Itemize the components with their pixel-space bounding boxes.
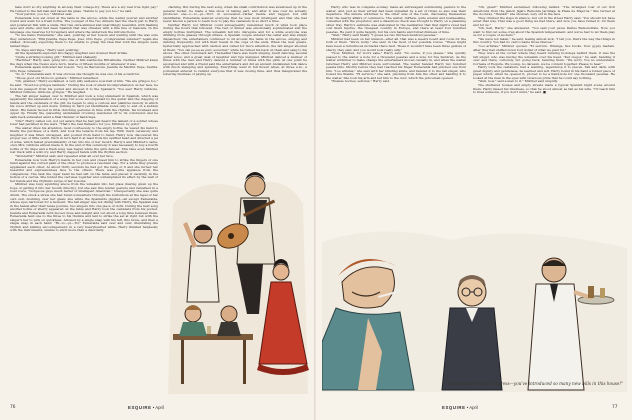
paragraph: The waiter drew his attention, most courteously, to the empty bottle; he waved his hand to finally the purchase of a third, and took the tenacle from his lap. With much ceremony and laughter it was filled, uncapped, and poured from hand to hand. Harry now discovered the proper use of little ventri. Each in turn held it at least from his uplifted head and directed a jet of wine, which tasted predominantly of tar, into his or her mouth. Harry's and Mildred's came, once Mrs. Gibbons almost made it. In the end of this ceremony it was necessary to buy a fourth bottle of Tío Pepe and a fresh song was begun while the girls danced. This time even Mildred lost track with a wild cry, and Harry clapped hands with the rhythm section. [10, 125, 158, 155]
paragraph: "Olé!" Harry called out, not yet aware that he had just heard the lament of a soldier whose lover had perished in the wars. "That's the real flamenco for you, Mildred, by golly!" [10, 118, 158, 127]
right-page [316, 0, 632, 420]
paragraph: "Si, si," Esmeralda said. It was obvious she thought he was one of his eccentrics. [15, 72, 141, 77]
paragraph: "Well, now," said a man to it," Mildred said stupidly. [478, 79, 558, 84]
paragraph: "Quite a striking looking girl," Mildred said shakenly. [15, 54, 98, 59]
paragraph: The shuttered houses and empty streets made a typical Spanish night scene around them. Harry kissed his tiredness, so that he stood almost as tall as his wife. "I'll teach him to fixes someone, if you don't mind," he said. ■ [473, 83, 615, 95]
paragraph: "Oh, great!" Mildred exclaimed, following behind. "The strangled roar of our rich Americans from the jamón Jájaro Remonta Jardinajo la Plaza de Majorca." She turned at the doorway. "Thanks!" she shouted, very old in the face. [473, 6, 615, 17]
magazine-name: ESQUIRE [128, 405, 152, 410]
paragraph: They were at the corner where they heard running footsteps behind them. It was the tall singer, who was having the wineskin over his head. "Ker ciegos," he said, handing it over and there, curiously, not going back, handing them. "We sorry. You no understand. Cortesia of Esquire. We young, no daresub, we be content together. Please to hear." [473, 51, 615, 66]
paragraph: "Oh, granted," Harry exclaimed. A very silly sentence now half of him. "We are gringos too," he said. "Nosotros gringos también." During the look of silent incomprehension on her face, he took his passport from his pocket and showed it to the Spaniard. "You see? Harry Gibbons. Mildred Gibbons. Gibbons, gringos." He laughed. [10, 79, 158, 95]
paragraph: Mildred had been on her mission—after all, that was a week's board and room for the both of them. "We're lucky," she said, in the most of her possible voices. "These might have been a tumultuous incidents there best. These it wouldn't have been three gallons of sherry, they said, and you would look really silly." [326, 36, 466, 52]
paragraph: "Now, Mildred, for God's sake," Harry said. "No scene, if you please." She quickly passed to the waiter a note for a thousand pesetas and a note for five hundred. As the waiter withdrew to make change the entertainers moved casually in, and when the waiter returned Harry and Mildred were surrounded. The waiter handed Harry two hundred peseta bills. Shortly before they had reached his finger Esmeralda had plucked one from him. "Los artistas," she said with her blinding smile, and handed it to the tall singer, who bowed his thanks. "El servicio," she said, plucking from him the other and handing it to the waiter. She took his arm and led him to the door, which the policeman opened. [326, 51, 466, 80]
paragraph: Mildred was busy squinting above from the wineskin into her glass (having given up the hope of getting it into her mouth directly), but she saw this tender gesture and remarked in a loud voice, "Gorgeous guys much better of intelligent American." Unexpectedly she was quite drunk. The stuck a straw she had found somewhere through the buttonhole at the lapel of her own suit, doubling over her glass; she while the Spaniards giggled—all except Esmeralda, whose eyes narrowed for a moment. The tall singer was not dining with Harry, the Spanish was in the hands after their tense posture, two singers into one piece of cloth. During the next song another bottle of sherry appeared on the table and Harry took the castanets from his pocket. Juanita and Esmeralda both moved close and delight and out about a long time between them. Esmeralda held one to the three to his thumbs and laid to strike the set at right but with the singer's her to pick on quickness. Allowed by a single snap with his left, this twice, and then a single snap in each hand: "Ri—ro—pi—TO," Esmeralda said over and over, illustrating the rhythm and smiling encouragement; in a very heavyhearted while. Harry finished helplessly with the instruments, unable to elicit more than a disorderly [10, 182, 158, 233]
right-column-2 [473, 6, 615, 221]
paragraph: They climbed the steps in silence, but out in the street Harry said, "You should not have acted that way. That was a good thing we had there, and now you have ruined it, for them and for us." [473, 15, 615, 27]
paragraph: All the Spaniards exploded into happy laughter and downed their drinks. [15, 51, 128, 56]
page-number: 76 [10, 405, 16, 410]
magazine-name: ESQUIRE [442, 405, 466, 410]
paragraph: "Yo me llamo Esmeralda," she said, pointing at her bosom and waiting until the was sure they understood. "Ellä Juanita. Pepe Pepe. José. Otro Pepe. ¿Comprenden ustedes?" Again she smiled, obviously expecting them to be unable to grasp the idea that both the singers were named Pepe. [10, 33, 158, 49]
right-column-1 [326, 6, 466, 221]
paragraph: "We were not taken," he said, feeling almost sick. "I tell you, that's the way the things in this country. You had no call to name those thieves." [473, 36, 615, 45]
cartoon-caption: "You should run for Congress—you've introduced so many new bills in this house!" [447, 381, 623, 386]
paragraph: "Si, Pepe and Pepe," Harry said, pointing. [15, 47, 80, 52]
left-column-1 [10, 6, 158, 404]
paragraph: Harry took the castanets, had a wanting, legendstop it to pieces. Tall and dark, with great dignity and gentleness, he learned and left. Harry found in his hand a folded piece of paper which, when he opened it, proved to be a hand-note for one thousand pesetas. He looked at the man in the eyes with vivacious pride that he could say nothing. [473, 65, 615, 80]
issue-month: April [469, 405, 478, 410]
paragraph: Esmeralda again indicated her bosom. "Soy de Barcelona. Juanita de Madrid. Pepe, Sevilla. Otro Pepe, Granada." [10, 65, 158, 73]
paragraph: Esmeralda now sat down at the table in the alcove, while the waiter poured and another round and went for a fresh bottle. The younger of the two dinners had the check just to Harry and pondered him with a smile. Her rise oliva-skinned and unarchingly beautiful, with flashing eyes and smile, and had been Spanish that was chiseled with a fine line of mascara. In the language one reserves for foreigners and where the underlook the introductions. [10, 15, 158, 34]
paragraph: Esmeralda now took Harry's hands in her own and closed him to strike the fingers of one hand against the curved palm of the other to produce a resonant clap. For a while they gravely applauded each other. At about thirty seconds he had got the hang of it and she turned her beautiful and expressionless face to the others. There was polite applause from the companions. The task the cigar band he had left on the table and placed it carefully in the hollow of a cactus. She folded the cactuses together and contemplated its effect by the wall of her hands and the rhythmic surge of her bosoms. [10, 157, 158, 183]
page-number: 77 [612, 405, 618, 410]
left-column-2 [163, 6, 307, 162]
paragraph: "Your pardon, you too," Mildred said. [15, 12, 73, 17]
paragraph: The tall singer leaned over to Mildred and took a long statement in Spanish, which was apparently the explanation of a song; but soon, accompanied by the guitar and the clapping of hands and the castanets of the girl, he began to sing a curious and plaintive melody in which his voice drifted up and down, turning in hard yet identifiable notes only to end on a sudden shout. His hands moved in little clutching gestures in time with the rhythm, his forehead and upper lip. Finally the quavering Andalusian crooning wandered off to its conclusion and he sank back exhausted amid a final thunder of handclaps. [10, 93, 158, 119]
paragraph: "Well," Harry said finally. "I guess we two thirteen hundred pesetas." [331, 33, 438, 38]
cartoon-illustration [322, 222, 627, 392]
paragraph: "Rectified" Harry said, going into one of him loathsome Britishisms. Neither Mildred knew the days when the Nexus were born, twelve or fifteen months or whenever it was. [10, 58, 158, 66]
paragraph: "Buenas noches, señores," Harry said. [331, 79, 391, 84]
paragraph: "Oh, hell, Harry," she answered. "You said your pious Darius Remonstrate. Now you want to find out some crap about the Spanish temperament, and we've had to let them play us for a couple of suckers." [473, 26, 615, 38]
paragraph: "Los artistas," Mildred quoted. "El servicio. Whangs, five bucks. Your gypsy madam. After they had sniffed down four dollar of what we paid for." [473, 44, 615, 52]
paragraph: take don't so dry anything in air-way their college-try. There are a ery real true right pay." He turned to the tall man and raised his glass. "Salute to pay you too," he said. [10, 6, 158, 13]
folio-separator: • [152, 405, 156, 410]
issue-month: April [155, 405, 164, 410]
folio-separator: • [466, 405, 470, 410]
paragraph: "Those good old Morocco guitars," Mildred remarked. [15, 75, 99, 80]
folio-magazine [442, 405, 478, 410]
paragraph: "Wonderful!" Mildred said, and repeated what all over her face. [15, 153, 114, 158]
paragraph: clacking. But during the next song, when his small contribution was swallowed up in the general racket, he made a fine show of taking part, and after it was over he actually produced one—t—ro—pi—TO!!, in succession—rather feeble and ragged, but still identifiable. Esmeralda assured everyone that he was most intelligent and that she had never known a person to learn how to play the castanets in so short a time. [163, 6, 307, 24]
paragraph: Neither Harry nor Mildred could subsequently remember much of what took place during the hours that followed. The rest of dinner was emotionally sophisticated and the empty bottles multiplied. The wineskin fell into disrepute and for a while everyone was drinking from glasses through straws. A Spanish couple entered the cellar and was simply dispatched; the entertainers continued to sit around the table in the alcove, singing and dancing frequently, but with their heads in the cups of the ends. When the new guests, hysterically approached with caution and called for more attention, the tall singer shouted at them: "You can pe-ee-se puro escuchar," while he turned his back on them and sang to his above. The other customers left. Thereafter there was much singing, much dancing, several guitar solos, and a great deal of laughter and rigs mangled. Mildred danced a number of times with the men and Harry danced a number of times with the girls; at one point he apologized and with a friend said the entertainers and did an ancient Andalusian folk dance with much stamping and spinning. Everything went in full flower when, at three a.m., a policeman entered to remind everyone that it was closing time, and thus inaugurated the sobering business of paying up. [163, 22, 307, 77]
paragraph: Harry, who was in complete ecstasy, made an extravagant summoning gesture to the waiter. And, just as their arrival had been signalled by a set of ritual, so also was their departure. The minute withdraw to the other side of the room, discussing themselves from the nearby affairs of commerce. The waiter, InPhew, quite solemn and businesslike, consulted with the proprietor, and a disastrous check was brought to Harry on a gleaming silver tray. Harry's estimate was elaborated in the realization that that night's revel had cost them figures, the cheapest country in Europe, and there at least four hundred pesetas. He paid it quite happily, but his own hands and fonted dimness of time. [326, 6, 466, 34]
flamenco-illustration [163, 164, 311, 400]
folio-magazine [128, 405, 164, 410]
